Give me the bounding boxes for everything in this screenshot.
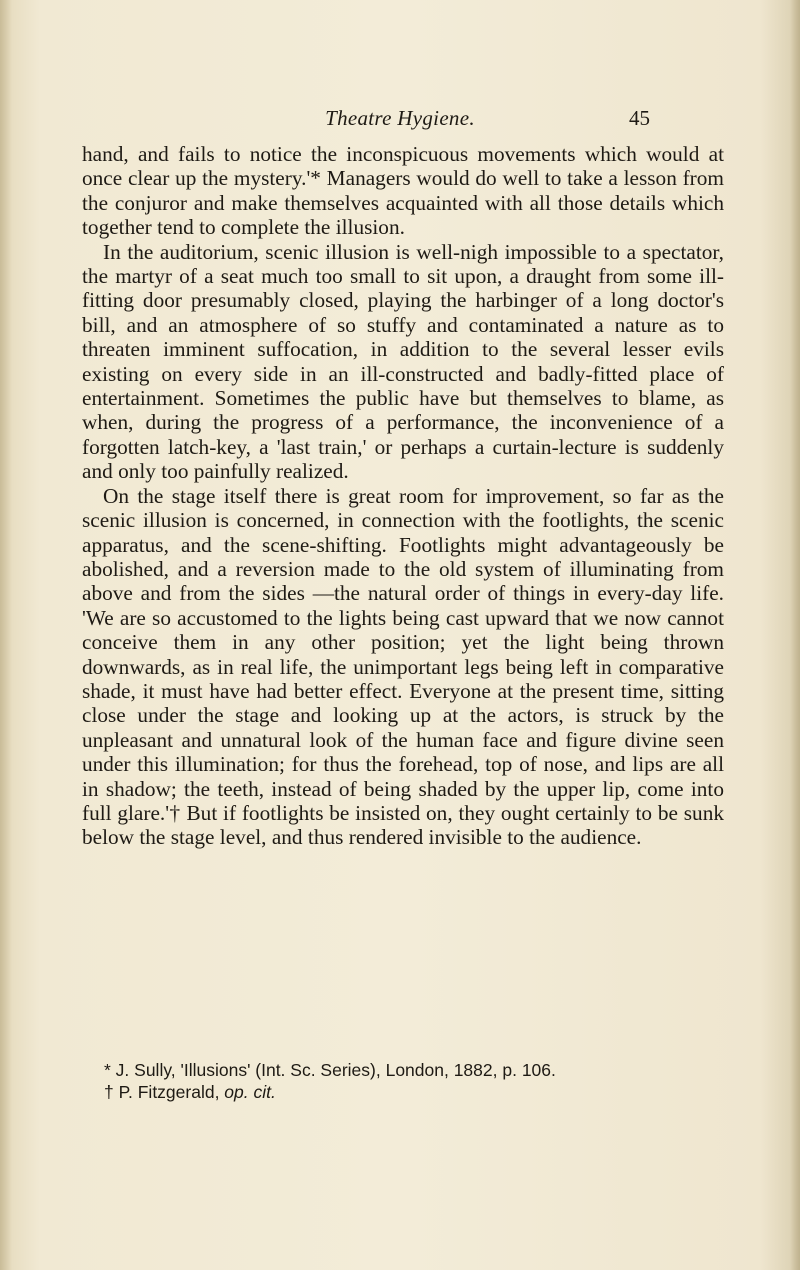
footnote-sully: * J. Sully, 'Illusions' (Int. Sc. Series), London, 1882, p. 106.	[104, 1060, 556, 1080]
binding-shadow	[0, 0, 12, 1270]
paragraph: In the auditorium, scenic illusion is well-nigh impossible to a spectator, the martyr of a seat much too small to sit upon, a draught from some ill-fitting door presumably closed, playing the harbinger of a long doctor's bill, and an atmosphere of so stuffy and contaminated a nature as to threaten imminent suffocation, in addition to the several lesser evils existing on every side in an ill-constructed and badly-fitted place of entertainment. Sometimes the public have but themselves to blame, as when, during the progress of a performance, the inconvenience of a forgotten latch-key, a 'last train,' or perhaps a curtain-lecture is suddenly and only too painfully realized.	[82, 239, 724, 484]
paragraph: hand, and fails to notice the inconspicuous movements which would at once clear up the mystery.'* Managers would do well to take a lesson from the conjuror and make themselves acquainted with all those details which together tend to complete the illusion.	[82, 142, 724, 240]
page-edge	[790, 0, 800, 1270]
footnote-fitzgerald-citation: op. cit.	[224, 1082, 276, 1102]
footnote-fitzgerald-text: † P. Fitzgerald,	[104, 1082, 225, 1102]
body-text	[82, 142, 724, 850]
running-header	[0, 106, 800, 140]
footnote-fitzgerald	[82, 1081, 724, 1103]
page-number: 45	[629, 106, 650, 130]
paragraph: On the stage itself there is great room for improvement, so far as the scenic illusion is concerned, in connection with the footlights, the scenic apparatus, and the scene-shifting. Footlights might advantageously be abolished, and a reversion made to the old system of illuminating from above and from the sides —the natural order of things in every-day life. 'We are so accustomed to the lights being cast upward that we now cannot conceive them in any other position; yet the light being thrown downwards, as in real life, the unimportant legs being left in comparative shade, it must have had better effect. Everyone at the present time, sitting close under the stage and looking up at the actors, is struck by the unpleasant and unnatural look of the human face and figure divine seen under this illumination; for thus the forehead, top of nose, and lips are all in shadow; the teeth, instead of being shaded by the upper lip, come into full glare.'† But if footlights be insisted on, they ought certainly to be sunk below the stage level, and thus rendered invisible to the audience.	[82, 483, 724, 850]
footnotes	[82, 1059, 724, 1103]
running-title: Theatre Hygiene.	[325, 106, 475, 130]
